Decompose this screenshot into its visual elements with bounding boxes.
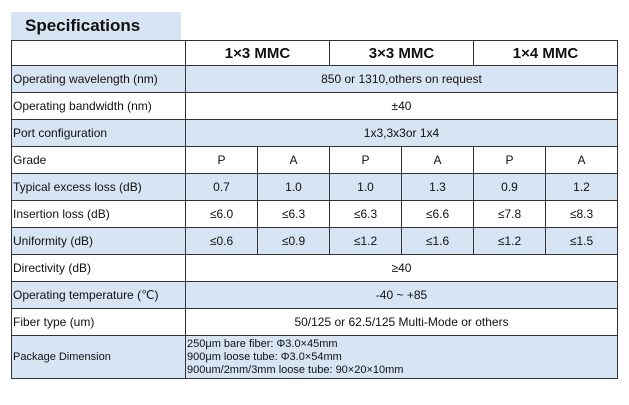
directivity-value: ≥40 [186,255,618,282]
insertion-loss-cell: ≤8.3 [546,201,618,228]
insertion-loss-cell: ≤6.3 [258,201,330,228]
insertion-loss-cell: ≤6.6 [402,201,474,228]
table-row [12,66,618,93]
row-label: Directivity (dB) [12,255,186,282]
package-line: 250μm bare fiber: Φ3.0×45mm [187,337,338,350]
temperature-value: -40 ~ +85 [186,282,618,309]
row-label: Port configuration [12,120,186,147]
uniformity-cell: ≤0.6 [186,228,258,255]
grade-cell: P [330,147,402,174]
row-label: Grade [12,147,186,174]
package-line: 900μm loose tube: Φ3.0×54mm [187,350,342,363]
row-label: Typical excess loss (dB) [12,174,186,201]
table-row [12,282,618,309]
table-row [12,120,618,147]
insertion-loss-cell: ≤6.0 [186,201,258,228]
grade-cell: P [474,147,546,174]
package-value [186,336,618,379]
uniformity-cell: ≤1.2 [474,228,546,255]
grade-cell: A [402,147,474,174]
uniformity-cell: ≤1.6 [402,228,474,255]
row-label: Uniformity (dB) [12,228,186,255]
title-bar [11,12,181,40]
col-3x3: 3×3 MMC [330,41,474,66]
insertion-loss-cell: ≤6.3 [330,201,402,228]
bandwidth-value: ±40 [186,93,618,120]
table-row [12,201,618,228]
row-label: Operating temperature (℃) [12,282,186,309]
wavelength-value: 850 or 1310,others on request [186,66,618,93]
row-label: Operating wavelength (nm) [12,66,186,93]
uniformity-cell: ≤1.2 [330,228,402,255]
table-row [12,174,618,201]
table-row [12,255,618,282]
col-1x3: 1×3 MMC [186,41,330,66]
excess-loss-cell: 1.3 [402,174,474,201]
table-row [12,336,618,379]
port-value: 1x3,3x3or 1x4 [186,120,618,147]
package-line: 900um/2mm/3mm loose tube: 90×20×10mm [187,363,404,376]
grade-cell: P [186,147,258,174]
row-label: Fiber type (um) [12,309,186,336]
table-row [12,309,618,336]
col-1x4: 1×4 MMC [474,41,618,66]
table-row [12,147,618,174]
excess-loss-cell: 0.9 [474,174,546,201]
insertion-loss-cell: ≤7.8 [474,201,546,228]
table-row [12,228,618,255]
excess-loss-cell: 1.2 [546,174,618,201]
excess-loss-cell: 1.0 [330,174,402,201]
row-label: Insertion loss (dB) [12,201,186,228]
grade-cell: A [546,147,618,174]
excess-loss-cell: 1.0 [258,174,330,201]
fiber-value: 50/125 or 62.5/125 Multi-Mode or others [186,309,618,336]
spec-table [11,40,618,379]
page-title: Specifications [25,16,141,35]
uniformity-cell: ≤0.9 [258,228,330,255]
header-blank [12,41,186,66]
header-row [12,41,618,66]
row-label: Operating bandwidth (nm) [12,93,186,120]
excess-loss-cell: 0.7 [186,174,258,201]
row-label: Package Dimension [12,336,186,379]
uniformity-cell: ≤1.5 [546,228,618,255]
grade-cell: A [258,147,330,174]
table-row [12,93,618,120]
